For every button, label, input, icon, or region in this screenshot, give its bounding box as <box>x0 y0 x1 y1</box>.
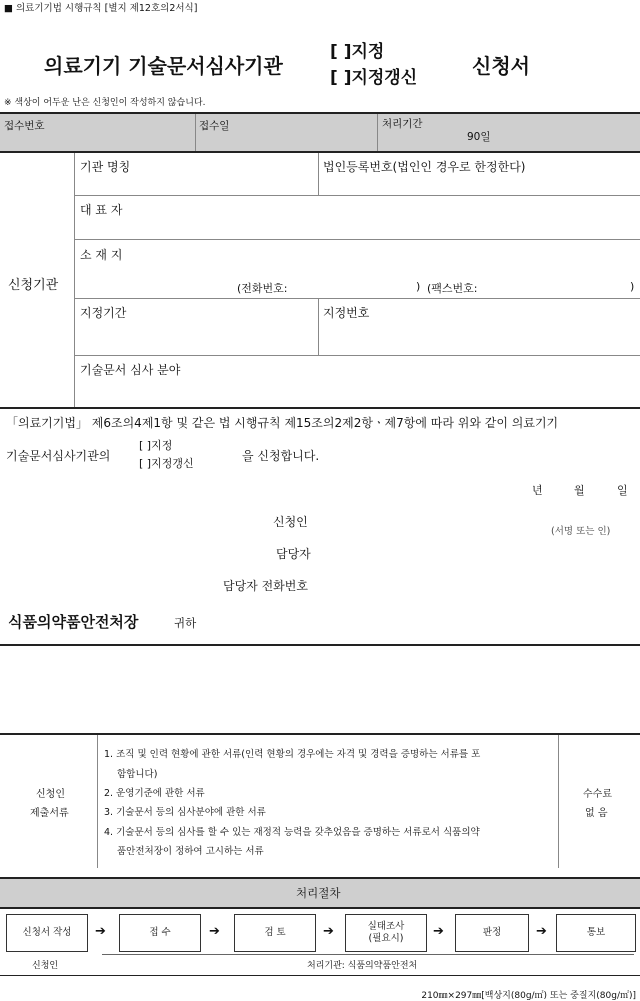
review-field-label: 기술문서 심사 분야 <box>80 363 181 377</box>
declaration-line1: 「의료기기법」 제6조의4제1항 및 같은 법 시행규칙 제15조의2제2항ㆍ제7항에 따라 위와 같이 의료기기 <box>6 416 559 430</box>
procedure-agency-label: 처리기관: 식품의약품안전처 <box>307 961 418 971</box>
date-month-label: 월 <box>574 484 585 497</box>
procedure-title: 처리절차 <box>296 886 341 900</box>
document-item: 3. 기술문서 등의 심사분야에 관한 서류 <box>104 807 266 818</box>
document-item: 품안전처장이 정하여 고시하는 서류 <box>117 846 264 857</box>
fee-value: 없 음 <box>585 808 608 819</box>
form-note: ※ 색상이 어두운 난은 신청인이 작성하지 않습니다. <box>4 98 206 108</box>
procedure-applicant-label: 신청인 <box>32 961 59 971</box>
arrow-right-icon: ➔ <box>433 924 444 939</box>
step-decision: 판정 <box>455 914 529 952</box>
declaration-line2-prefix: 기술문서심사기관의 <box>6 449 111 463</box>
step-receipt: 접 수 <box>119 914 201 952</box>
declaration-option-renewal: [ ]지정갱신 <box>139 457 194 470</box>
manager-label: 담당자 <box>276 547 311 561</box>
arrow-right-icon: ➔ <box>95 924 106 939</box>
receipt-date-label: 접수일 <box>199 120 230 132</box>
manager-phone-label: 담당자 전화번호 <box>223 579 308 593</box>
designation-number-label: 지정번호 <box>323 306 370 320</box>
designation-period-label: 지정기간 <box>80 306 127 320</box>
paper-spec: 210㎜×297㎜[백상지(80g/㎡) 또는 중질지(80g/㎡)] <box>421 991 636 1001</box>
receipt-row <box>0 114 640 151</box>
step-application: 신청서 작성 <box>6 914 88 952</box>
date-year-label: 년 <box>532 484 543 497</box>
fee-label: 수수료 <box>583 789 612 800</box>
document-item: 함합니다) <box>117 769 158 780</box>
form-code: ■ 의료기기법 시행규칙 [별지 제12호의2서식] <box>4 3 198 14</box>
arrow-right-icon: ➔ <box>209 924 220 939</box>
fax-label: (팩스번호: <box>427 282 478 295</box>
fax-close-paren: ) <box>630 280 635 293</box>
org-name-label: 기관 명칭 <box>80 160 131 174</box>
step-notification: 통보 <box>556 914 636 952</box>
recipient-suffix: 귀하 <box>174 616 197 630</box>
recipient: 식품의약품안전처장 <box>8 613 139 631</box>
title-option-renewal: [ ]지정갱신 <box>330 68 418 88</box>
step-review: 검 토 <box>234 914 316 952</box>
signature-or-seal: (서명 또는 인) <box>551 526 611 537</box>
arrow-right-icon: ➔ <box>536 924 547 939</box>
processing-period-label: 처리기간 <box>382 118 423 130</box>
declaration-option-designation: [ ]지정 <box>139 439 173 452</box>
address-label: 소 재 지 <box>80 248 123 262</box>
document-item: 2. 운영기준에 관한 서류 <box>104 788 205 799</box>
document-item: 1. 조직 및 인력 현황에 관한 서류(인력 현황의 경우에는 자격 및 경력을 증명하는 서류를 포 <box>104 749 481 760</box>
phone-close-paren: ) <box>416 280 421 293</box>
processing-period-value: 90일 <box>467 131 491 143</box>
document-item: 4. 기술문서 등의 심사를 할 수 있는 재정적 능력을 갖추었음을 증명하는 서류로서 식품의약 <box>104 827 480 838</box>
representative-label: 대 표 자 <box>80 203 123 217</box>
arrow-right-icon: ➔ <box>323 924 334 939</box>
date-day-label: 일 <box>617 484 628 497</box>
title-option-designation: [ ]지정 <box>330 42 385 62</box>
corp-reg-label: 법인등록번호(법인인 경우로 한정한다) <box>323 160 526 174</box>
step-inspection <box>345 914 427 952</box>
step-inspection-note: (필요시) <box>368 933 404 944</box>
declaration-line2-suffix: 을 신청합니다. <box>242 449 320 463</box>
applicant-section-label: 신청기관 <box>8 278 59 293</box>
phone-label: (전화번호: <box>237 282 288 295</box>
title-suffix: 신청서 <box>472 54 530 78</box>
title-main: 의료기기 기술문서심사기관 <box>44 54 283 78</box>
step-inspection-label: 실태조사 <box>367 921 405 933</box>
documents-label-line1: 신청인 <box>36 789 65 800</box>
receipt-number-label: 접수번호 <box>4 120 45 132</box>
applicant-signature-label: 신청인 <box>273 515 308 529</box>
documents-label-line2: 제출서류 <box>30 808 69 819</box>
